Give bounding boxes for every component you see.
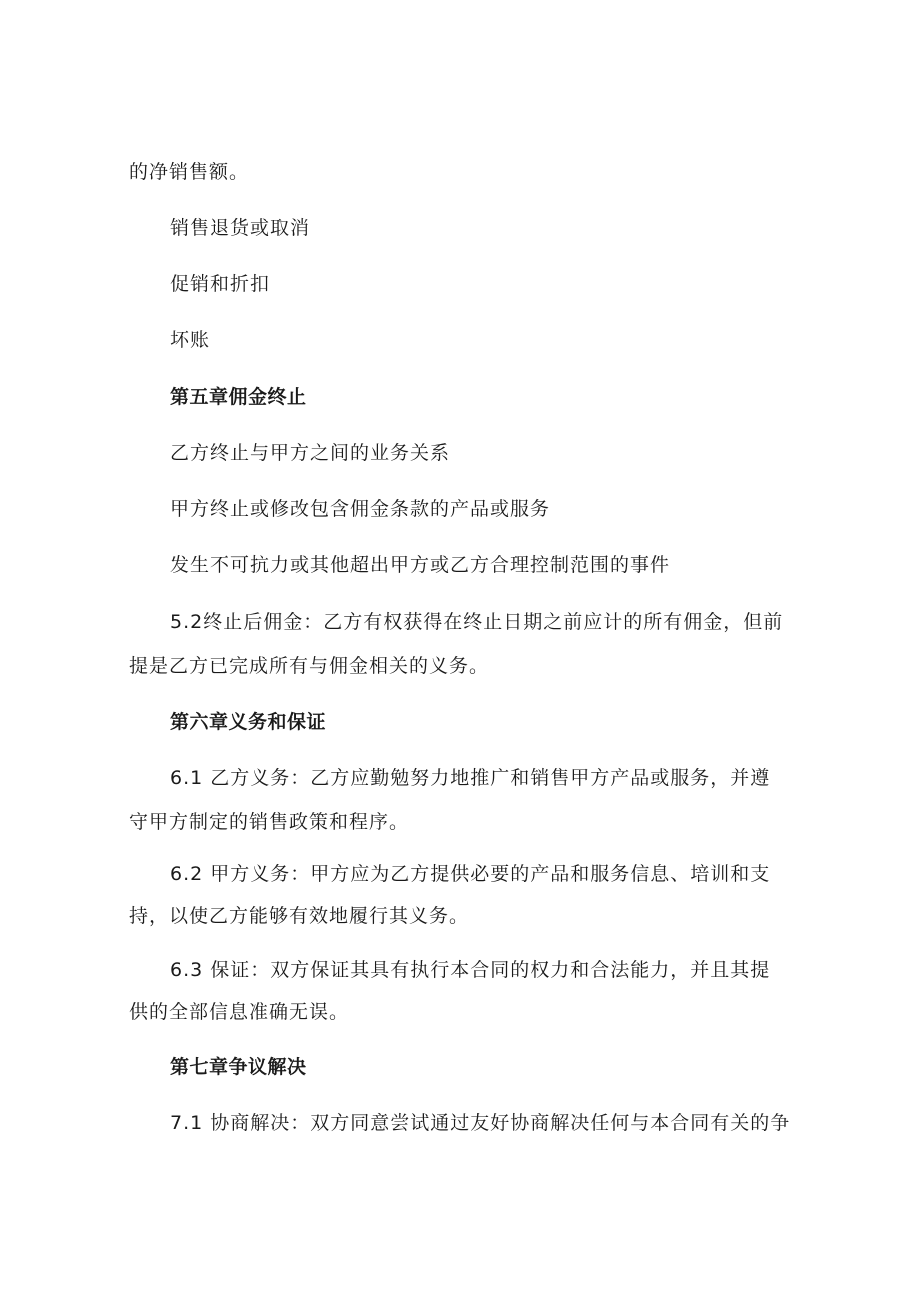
list-item: 发生不可抗力或其他超出甲方或乙方合理控制范围的事件 <box>170 554 671 576</box>
paragraph-line: 守甲方制定的销售政策和程序。 <box>129 811 410 833</box>
paragraph-line: 持，以使乙方能够有效地履行其义务。 <box>129 905 470 927</box>
paragraph-line: 供的全部信息准确无误。 <box>129 1001 350 1023</box>
paragraph-line: 的净销售额。 <box>129 161 250 183</box>
list-item: 乙方终止与甲方之间的业务关系 <box>170 442 451 464</box>
list-item: 销售退货或取消 <box>170 217 311 239</box>
list-item: 促销和折扣 <box>170 273 271 295</box>
list-item: 甲方终止或修改包含佣金条款的产品或服务 <box>170 498 551 520</box>
paragraph-line: 5.2终止后佣金：乙方有权获得在终止日期之前应计的所有佣金，但前 <box>170 611 784 633</box>
chapter-heading: 第五章佣金终止 <box>170 386 307 408</box>
paragraph-line: 7.1 协商解决：双方同意尝试通过友好协商解决任何与本合同有关的争 <box>170 1112 791 1134</box>
paragraph-line: 6.2 甲方义务：甲方应为乙方提供必要的产品和服务信息、培训和支 <box>170 863 771 885</box>
list-item: 坏账 <box>170 329 211 351</box>
chapter-heading: 第七章争议解决 <box>170 1056 307 1078</box>
paragraph-line: 6.3 保证：双方保证其具有执行本合同的权力和合法能力，并且其提 <box>170 959 771 981</box>
chapter-heading: 第六章义务和保证 <box>170 711 327 733</box>
paragraph-line: 6.1 乙方义务：乙方应勤勉努力地推广和销售甲方产品或服务，并遵 <box>170 767 771 789</box>
paragraph-line: 提是乙方已完成所有与佣金相关的义务。 <box>129 655 490 677</box>
